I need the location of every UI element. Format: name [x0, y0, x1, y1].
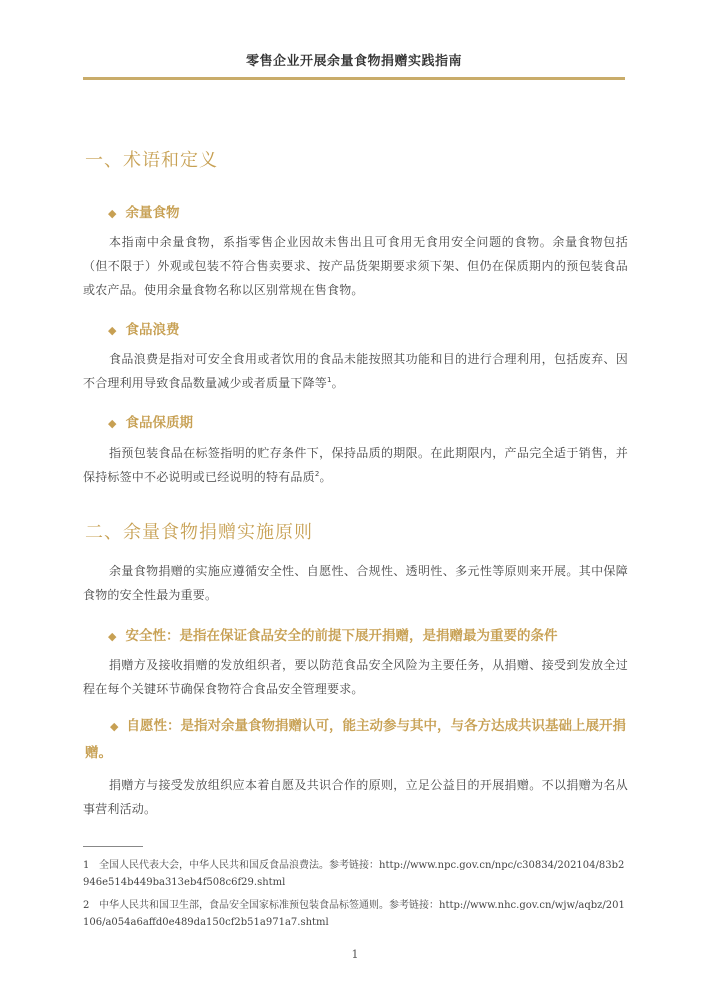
section-2-title: 二、余量食物捐赠实施原则: [85, 522, 313, 543]
footnote-ref-2: 2: [314, 470, 320, 478]
footnote-1: 1 全国人民代表大会，中华人民共和国反食品浪费法。参考链接：http://www.npc.gov.cn/npc/c30834/202104/83b2946e514b449ba313eb4f508c6f29.shtml: [83, 860, 625, 888]
page-number: 1: [351, 948, 359, 961]
principle-heading-safety: ◆ 安全性：是指在保证食品安全的前提下展开捐赠，是捐赠最为重要的条件: [108, 628, 558, 644]
footnote-separator: [83, 846, 143, 847]
term-definition-food-waste: 食品浪费是指对可安全食用或者饮用的食品未能按照其功能和目的进行合理利用，包括废弃、因不合理利用导致食品数量减少或者质量下降等$^1$。: [83, 352, 628, 390]
principle-heading-voluntary: ◆ 自愿性：是指对余量食物捐赠认可，能主动参与其中，与各方达成共识基础上展开捐赠。: [85, 718, 626, 761]
diamond-bullet-icon: ◆: [108, 324, 117, 337]
term-heading-food-waste: ◆ 食品浪费: [108, 322, 180, 338]
term-definition-surplus-food: 本指南中余量食物，系指零售企业因故未售出且可食用无食用安全问题的食物。余量食物包括（但不限于）外观或包装不符合售卖要求、按产品货架期要求须下架、但仍在保质期内的预包装食品或农产品。使用余量食物名称以区别常规在售食物。: [83, 235, 628, 297]
diamond-bullet-icon: ◆: [108, 630, 117, 643]
principle-text-safety: 捐赠方及接收捐赠的发放组织者，要以防范食品安全风险为主要任务，从捐赠、接受到发放全过程在每个关键环节确保食物符合食品安全管理要求。: [83, 658, 628, 696]
term-heading-shelf-life: ◆ 食品保质期: [108, 415, 193, 431]
principle-text-voluntary: 捐赠方与接受发放组织应本着自愿及共识合作的原则，立足公益目的开展捐赠。不以捐赠为名从事营利活动。: [83, 778, 628, 816]
diamond-bullet-icon: ◆: [108, 207, 117, 220]
diamond-bullet-icon: ◆: [108, 417, 117, 430]
section-1-title: 一、术语和定义: [85, 150, 218, 171]
term-heading-surplus-food: ◆ 余量食物: [108, 205, 180, 221]
running-header: 零售企业开展余量食物捐赠实践指南: [245, 54, 462, 69]
section-2-intro: 余量食物捐赠的实施应遵循安全性、自愿性、合规性、透明性、多元性等原则来开展。其中保障食物的安全性最为重要。: [83, 564, 628, 602]
diamond-bullet-icon: ◆: [110, 720, 119, 733]
term-definition-shelf-life: 指预包装食品在标签指明的贮存条件下，保持品质的期限。在此期限内，产品完全适于销售，并保持标签中不必说明或已经说明的特有品质$^2$。: [83, 446, 628, 484]
footnote-2: 2 中华人民共和国卫生部，食品安全国家标准预包装食品标签通则。参考链接：http://www.nhc.gov.cn/wjw/aqbz/201106/a054a6affd0e489da150cf2b51a971a7.shtml: [83, 900, 625, 928]
footnote-ref-1: 1: [327, 376, 332, 384]
header-rule: [83, 77, 625, 80]
